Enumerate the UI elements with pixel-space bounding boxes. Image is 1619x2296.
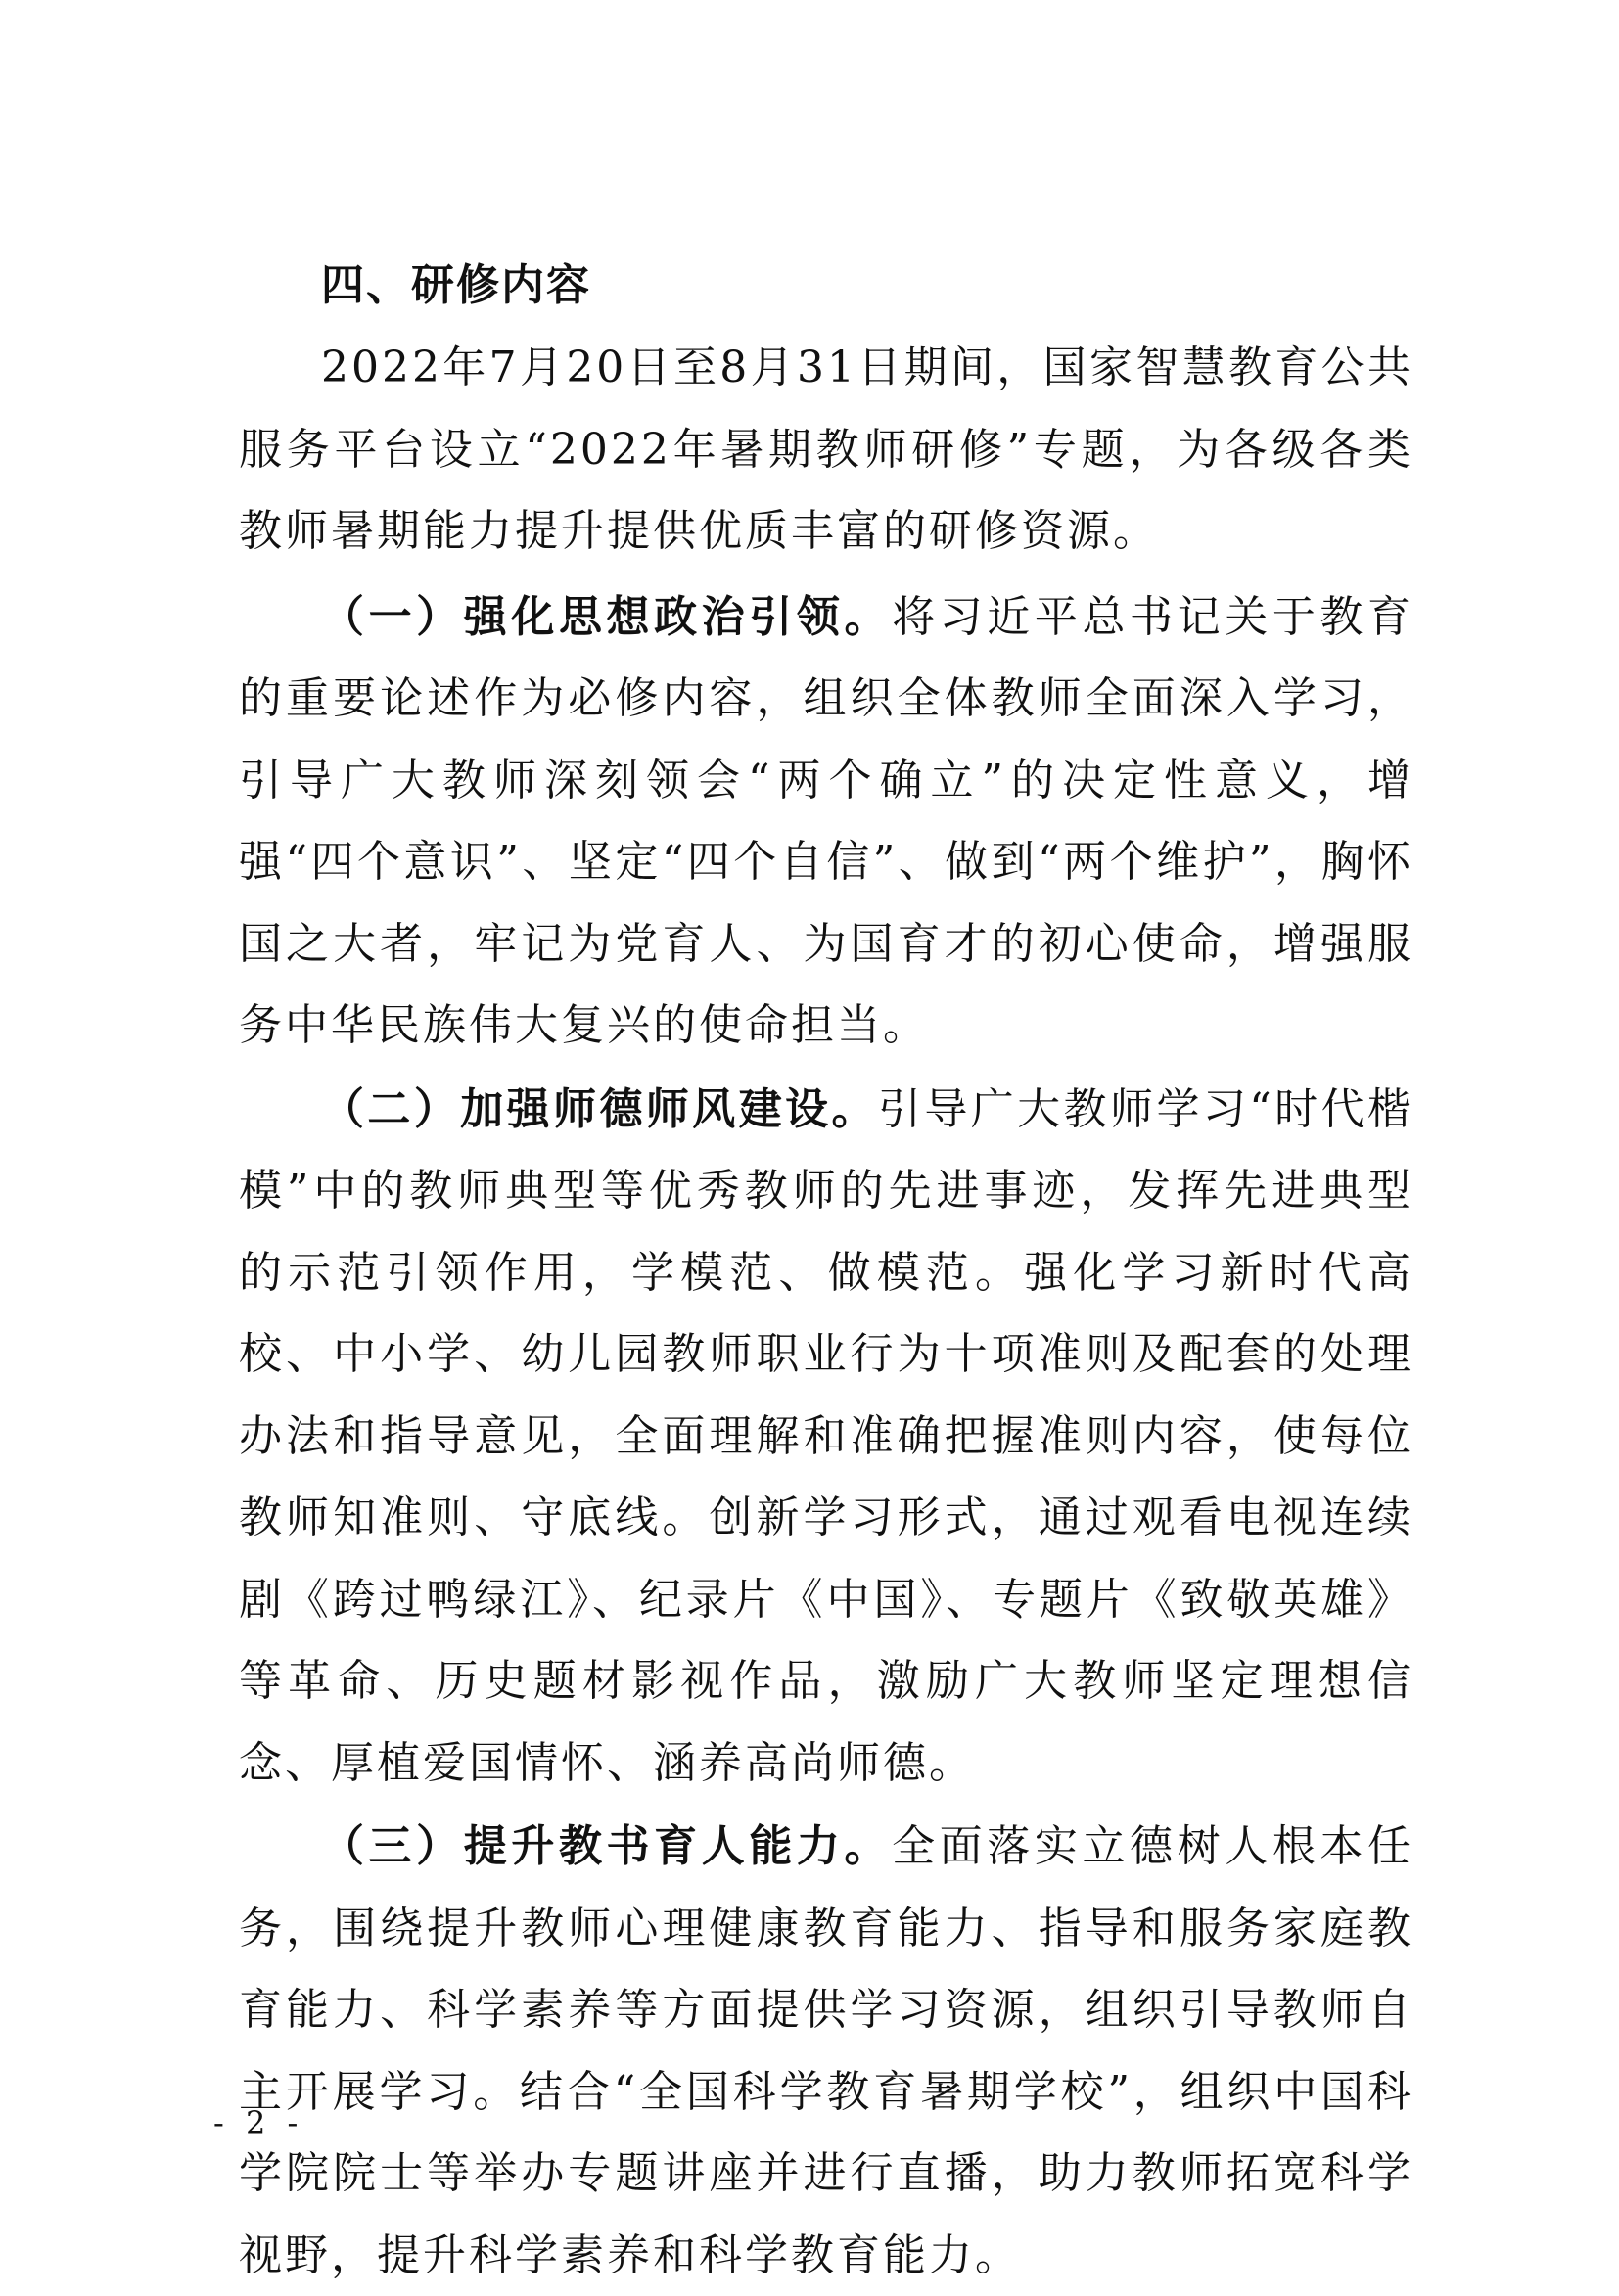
paragraph-teaching-ability	[239, 1806, 1413, 2296]
paragraph-lead-2: （二）加强师德师风建设。	[321, 1083, 878, 1134]
paragraph-text-1: 将习近平总书记关于教育的重要论述作为必修内容，组织全体教师全面深入学习，引导广大教师深刻领会“两个确立”的决定性意义，增强“四个意识”、坚定“四个自信”、做到“两个维护”，胸怀国之大者，牢记为党育人、为国育才的初心使命，增强服务中华民族伟大复兴的使命担当。	[239, 591, 1414, 1050]
paragraph-political-guidance	[239, 576, 1413, 1067]
paragraph-lead-3: （三）提升教书育人能力。	[321, 1821, 893, 1871]
paragraph-intro	[239, 327, 1413, 573]
page-number: - 2 -	[213, 2104, 304, 2141]
paragraph-text-2: 引导广大教师学习“时代楷模”中的教师典型等优秀教师的先进事迹，发挥先进典型的示范引领作用，学模范、做模范。强化学习新时代高校、中小学、幼儿园教师职业行为十项准则及配套的处理办法和指导意见，全面理解和准确把握准则内容，使每位教师知准则、守底线。创新学习形式，通过观看电视连续剧《跨过鸭绿江》、纪录片《中国》、专题片《致敬英雄》等革命、历史题材影视作品，激励广大教师坚定理想信念、厚植爱国情怀、涵养高尚师德。	[239, 1083, 1414, 1788]
paragraph-text-3: 全面落实立德树人根本任务，围绕提升教师心理健康教育能力、指导和服务家庭教育能力、科学素养等方面提供学习资源，组织引导教师自主开展学习。结合“全国科学教育暑期学校”，组织中国科学院院士等举办专题讲座并进行直播，助力教师拓宽科学视野，提升科学素养和科学教育能力。	[239, 1821, 1414, 2280]
paragraph-lead-1: （一）强化思想政治引领。	[321, 591, 893, 642]
document-body	[239, 247, 1413, 2296]
paragraph-teacher-ethics	[239, 1069, 1413, 1805]
section-heading: 四、研修内容	[321, 260, 591, 310]
paragraph-intro-text: 2022年7月20日至8月31日期间，国家智慧教育公共服务平台设立“2022年暑期教师研修”专题，为各级各类教师暑期能力提升提供优质丰富的研修资源。	[239, 343, 1413, 556]
